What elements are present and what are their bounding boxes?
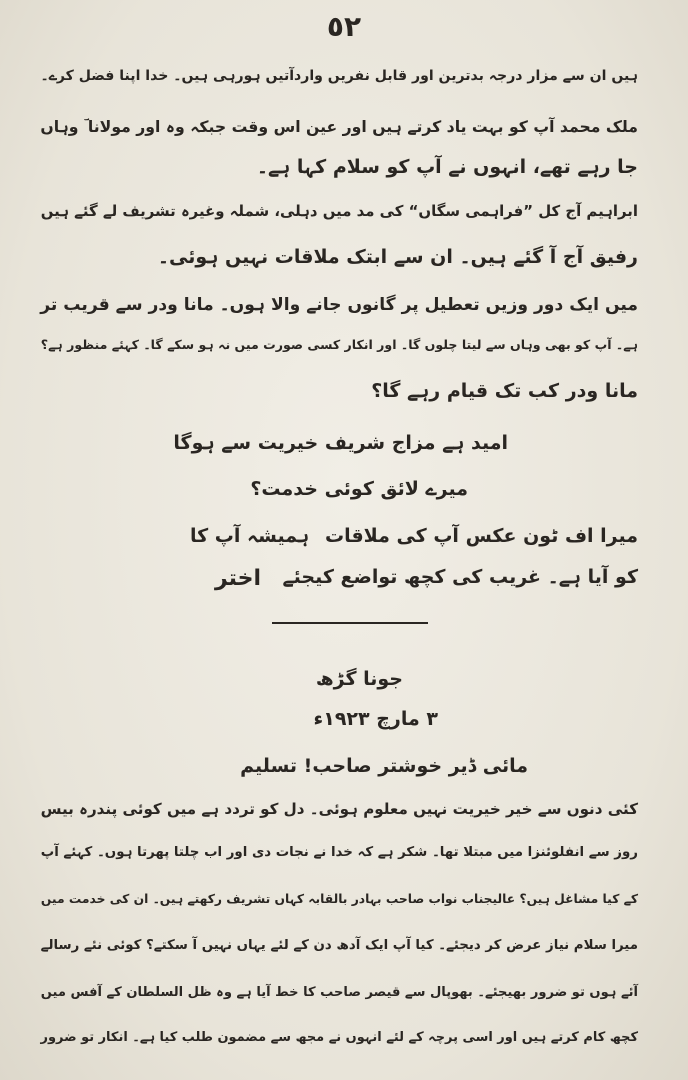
text-line: کچھ کام کرتے ہیں اور اسی پرچہ کے لئے انہوں نے مجھ سے مضمون طلب کیا ہے۔ انکار تو ضرور <box>40 1030 638 1045</box>
letter-date: ۳ مارچ ۱۹۲۳ء <box>313 708 438 730</box>
note-line: کو آیا ہے۔ غریب کی کچھ تواضع کیجئے <box>282 566 638 588</box>
signature: اختر <box>215 566 262 591</box>
divider <box>272 622 428 624</box>
text-line: کے کیا مشاغل ہیں؟ عالیجناب نواب صاحب بہادر بالقابہ کہاں تشریف رکھتے ہیں۔ ان کی خدمت میں <box>40 892 638 906</box>
text-line: مانا ودر کب تک قیام رہے گا؟ <box>371 380 638 402</box>
salutation: مائی ڈیر خوشتر صاحب! تسلیم <box>240 755 528 777</box>
text-line: کئی دنوں سے خیر خیریت نہیں معلوم ہوئی۔ دل کو تردد ہے میں کوئی پندرہ بیس <box>40 800 638 818</box>
letter-place: جونا گڑھ <box>315 668 403 690</box>
signoff: ہمیشہ آپ کا <box>190 525 310 547</box>
text-line: روز سے انفلوئنزا میں مبتلا تھا۔ شکر ہے کہ خدا نے نجات دی اور اب چلتا پھرتا ہوں۔ کہئے آپ <box>40 845 638 860</box>
closing-line: میرے لائق کوئی خدمت؟ <box>250 478 468 500</box>
text-line: میرا سلام نیاز عرض کر دیجئے۔ کیا آپ ایک آدھ دن کے لئے یہاں نہیں آ سکتے؟ کوئی نئے رسالے <box>40 938 638 953</box>
text-line: آئے ہوں تو ضرور بھیجئے۔ بھوپال سے قیصر صاحب کا خط آیا ہے وہ ظل السلطان کے آفس میں <box>40 985 638 1000</box>
text-line: ابراہیم آج کل ”فراہمی سگاں“ کی مد میں دہلی، شملہ وغیرہ تشریف لے گئے ہیں <box>40 202 638 220</box>
text-line: ہے۔ آپ کو بھی وہاں سے لیتا چلوں گا۔ اور انکار کسی صورت میں نہ ہو سکے گا۔ کہئے منظور ہے؟ <box>40 337 638 352</box>
text-line: رفیق آج آ گئے ہیں۔ ان سے ابتک ملاقات نہیں ہوئی۔ <box>157 246 638 268</box>
page-number: ٥٢ <box>326 10 362 43</box>
text-line: ہیں ان سے مزار درجہ بدترین اور قابل نفریں واردآتیں ہورہی ہیں۔ خدا اپنا فضل کرے۔ <box>40 68 638 84</box>
text-line: میں ایک دور وزیں تعطیل پر گانوں جانے والا ہوں۔ مانا ودر سے قریب تر <box>40 295 638 315</box>
text-line: ملک محمد آپ کو بہت یاد کرتے ہیں اور عین اس وقت جبکہ وہ اور مولانا ؔ وہاں <box>40 117 638 136</box>
text-line: جا رہے تھے، انہوں نے آپ کو سلام کہا ہے۔ <box>256 156 638 178</box>
note-line: میرا اف ٹون عکس آپ کی ملاقات <box>324 525 638 547</box>
closing-line: امید ہے مزاج شریف خیریت سے ہوگا <box>173 432 508 454</box>
